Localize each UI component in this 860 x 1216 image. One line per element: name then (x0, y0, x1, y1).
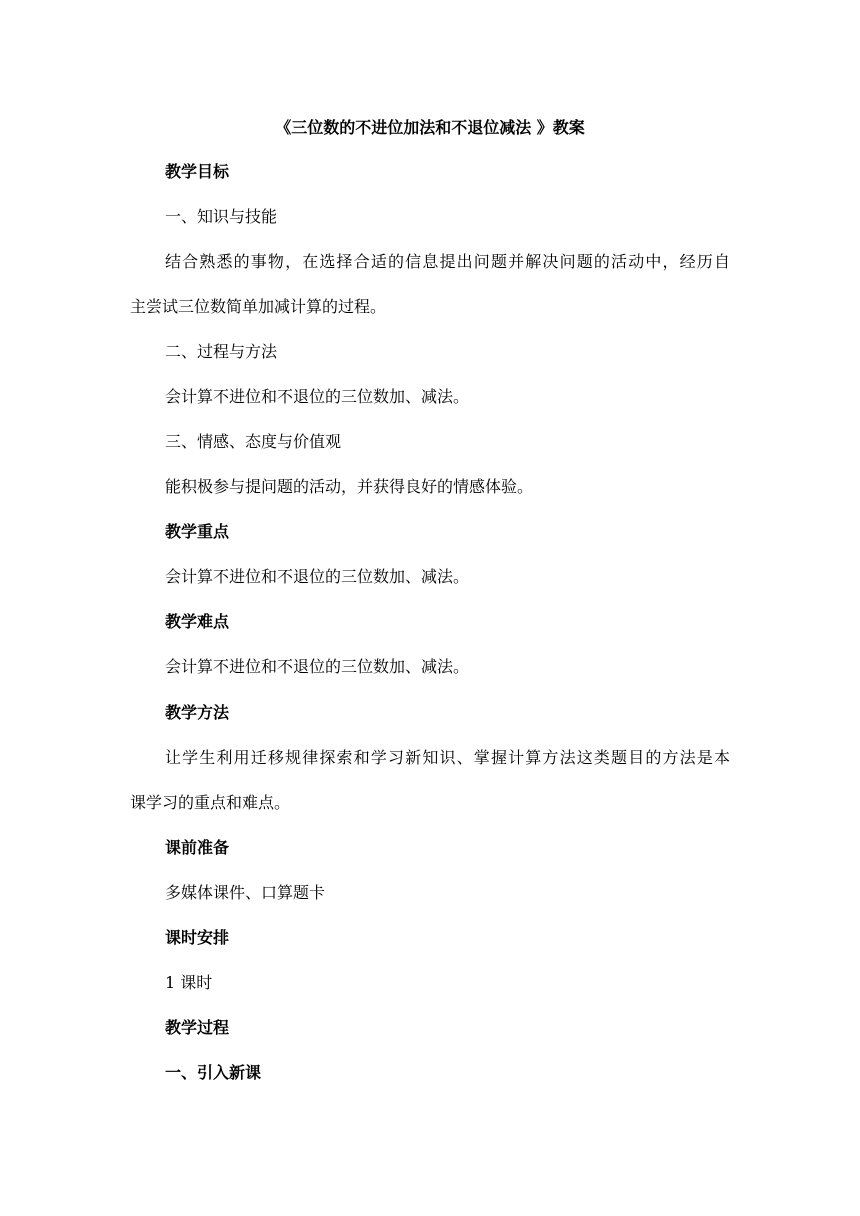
subheading-introduction: 一、引入新课 (165, 1063, 262, 1082)
subheading-process-method: 二、过程与方法 (165, 342, 278, 361)
paragraph-methods-line-1: 让学生利用迁移规律探索和学习新知识、掌握计算方法这类题目的方法是本 (165, 748, 730, 767)
heading-teaching-process: 教学过程 (165, 1018, 230, 1037)
heading-schedule: 课时安排 (165, 928, 230, 947)
subheading-knowledge-skills: 一、知识与技能 (165, 207, 278, 226)
heading-difficulties: 教学难点 (165, 612, 230, 631)
heading-teaching-goals: 教学目标 (165, 162, 230, 181)
paragraph-key-points: 会计算不进位和不退位的三位数加、减法。 (165, 567, 470, 586)
heading-preparation: 课前准备 (165, 838, 230, 857)
paragraph-goal-2: 会计算不进位和不退位的三位数加、减法。 (165, 387, 470, 406)
paragraph-difficulties: 会计算不进位和不退位的三位数加、减法。 (165, 657, 470, 676)
subheading-emotion-values: 三、情感、态度与价值观 (165, 432, 342, 451)
heading-key-points: 教学重点 (165, 522, 230, 541)
paragraph-goal-1-line-1: 结合熟悉的事物，在选择合适的信息提出问题并解决问题的活动中，经历自 (165, 252, 730, 271)
paragraph-schedule: 1 课时 (165, 973, 213, 992)
heading-methods: 教学方法 (165, 703, 230, 722)
paragraph-goal-1-line-2: 主尝试三位数简单加减计算的过程。 (130, 297, 387, 316)
paragraph-preparation: 多媒体课件、口算题卡 (165, 883, 326, 902)
paragraph-methods-line-2: 课学习的重点和难点。 (130, 793, 291, 812)
document-title: 《三位数的不进位加法和不退位减法 》教案 (275, 118, 585, 137)
paragraph-goal-3: 能积极参与提问题的活动，并获得良好的情感体验。 (165, 477, 534, 496)
